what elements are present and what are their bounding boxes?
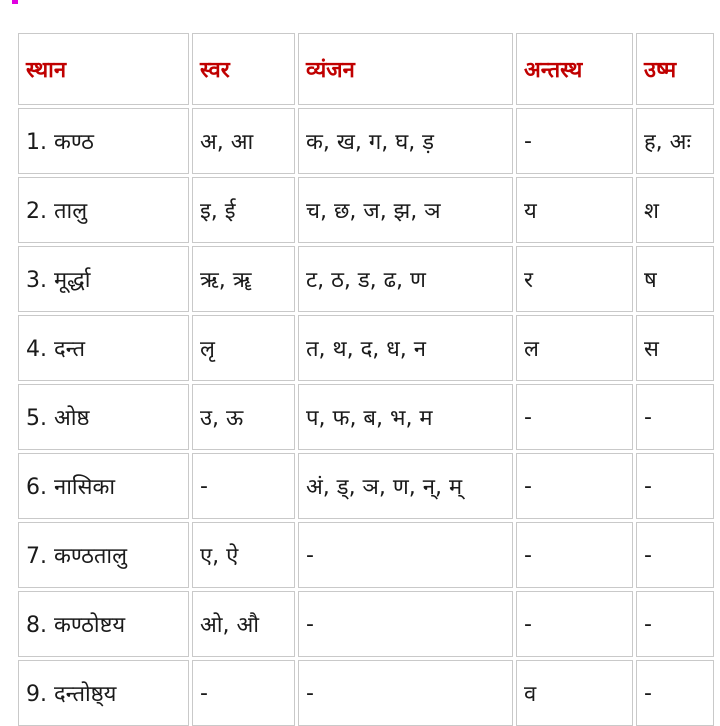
table-cell-vyanjan: त, थ, द, ध, न	[298, 315, 513, 381]
table-cell-ushm: स	[636, 315, 714, 381]
table-cell-ushm: श	[636, 177, 714, 243]
table-cell-ushm: -	[636, 384, 714, 450]
table-cell-svar: ओ, औ	[192, 591, 295, 657]
table-cell-ushm: ह, अः	[636, 108, 714, 174]
table-cell-ushm: -	[636, 522, 714, 588]
articulation-table	[18, 33, 702, 726]
table-cell-ushm: -	[636, 591, 714, 657]
table-cell-sthan: 9. दन्तोष्ठ्य	[18, 660, 189, 726]
table-cell-ushm: -	[636, 453, 714, 519]
header-svar: स्वर	[192, 33, 295, 105]
table-cell-ushm: ष	[636, 246, 714, 312]
table-cell-antastha: -	[516, 522, 633, 588]
table-cell-svar: उ, ऊ	[192, 384, 295, 450]
table-cell-antastha: -	[516, 384, 633, 450]
table-cell-svar: लृ	[192, 315, 295, 381]
table-cell-vyanjan: -	[298, 660, 513, 726]
table-cell-ushm: -	[636, 660, 714, 726]
table-cell-sthan: 2. तालु	[18, 177, 189, 243]
header-sthan: स्थान	[18, 33, 189, 105]
table-cell-sthan: 6. नासिका	[18, 453, 189, 519]
table-cell-sthan: 7. कण्ठतालु	[18, 522, 189, 588]
table-cell-antastha: -	[516, 453, 633, 519]
table-cell-vyanjan: ट, ठ, ड, ढ, ण	[298, 246, 513, 312]
table-cell-svar: ऋ, ॠ	[192, 246, 295, 312]
header-antastha: अन्तस्थ	[516, 33, 633, 105]
table-cell-antastha: व	[516, 660, 633, 726]
table-cell-vyanjan: च, छ, ज, झ, ञ	[298, 177, 513, 243]
table-cell-sthan: 3. मूर्द्धा	[18, 246, 189, 312]
table-cell-svar: अ, आ	[192, 108, 295, 174]
table-cell-svar: -	[192, 660, 295, 726]
header-vyanjan: व्यंजन	[298, 33, 513, 105]
table-cell-antastha: य	[516, 177, 633, 243]
top-accent-mark	[12, 0, 18, 4]
table-cell-vyanjan: अं, ड्, ञ, ण, न्, म्	[298, 453, 513, 519]
table-cell-antastha: -	[516, 108, 633, 174]
table-cell-svar: ए, ऐ	[192, 522, 295, 588]
table-cell-antastha: ल	[516, 315, 633, 381]
table-cell-vyanjan: क, ख, ग, घ, ड़	[298, 108, 513, 174]
table-cell-sthan: 8. कण्ठोष्टय	[18, 591, 189, 657]
table-cell-vyanjan: -	[298, 522, 513, 588]
table-cell-sthan: 1. कण्ठ	[18, 108, 189, 174]
table-cell-svar: -	[192, 453, 295, 519]
table-cell-antastha: -	[516, 591, 633, 657]
table-cell-vyanjan: प, फ, ब, भ, म	[298, 384, 513, 450]
header-ushm: उष्म	[636, 33, 714, 105]
table-cell-svar: इ, ई	[192, 177, 295, 243]
table-cell-sthan: 4. दन्त	[18, 315, 189, 381]
table-cell-antastha: र	[516, 246, 633, 312]
table-cell-vyanjan: -	[298, 591, 513, 657]
table-cell-sthan: 5. ओष्ठ	[18, 384, 189, 450]
